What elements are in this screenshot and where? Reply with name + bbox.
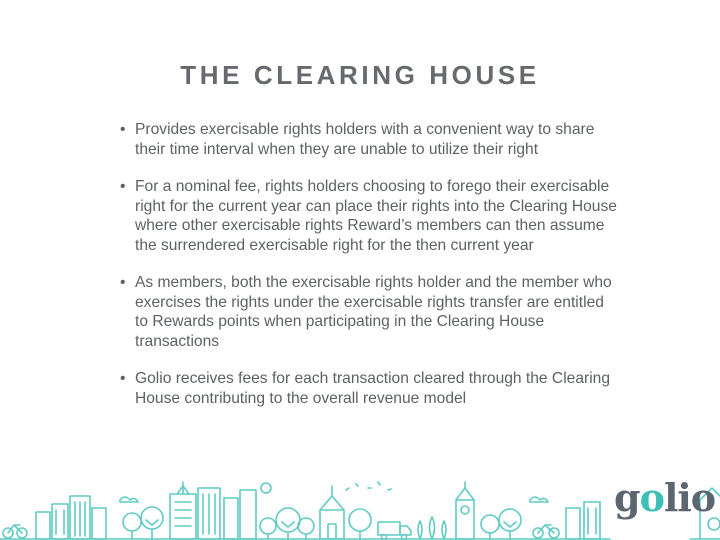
city-skyline-illustration (0, 460, 720, 540)
golio-logo (614, 475, 716, 520)
bullet-item: • For a nominal fee, rights holders choosing to forego their exercisable right for the current year can place their rights into the Clearing House where other exercisable rights Reward’s members can then assume the surrendered exercisable right for the then current year (120, 177, 620, 255)
logo-accent-letter: o (639, 475, 664, 520)
logo-letter: g (614, 475, 640, 520)
bullet-item: • Golio receives fees for each transaction cleared through the Clearing House contributing to the overall revenue model (120, 369, 620, 408)
bullet-item: • Provides exercisable rights holders with a convenient way to share their time interval when they are unable to utilize their right (120, 120, 620, 159)
slide-title: THE CLEARING HOUSE (180, 60, 540, 90)
logo-letters: lio (663, 475, 716, 520)
bullet-list (120, 120, 620, 426)
bullet-item: • As members, both the exercisable rights holder and the member who exercises the rights under the exercisable rights transfer are entitled to Rewards points when participating in the Clearing House transactions (120, 273, 620, 351)
